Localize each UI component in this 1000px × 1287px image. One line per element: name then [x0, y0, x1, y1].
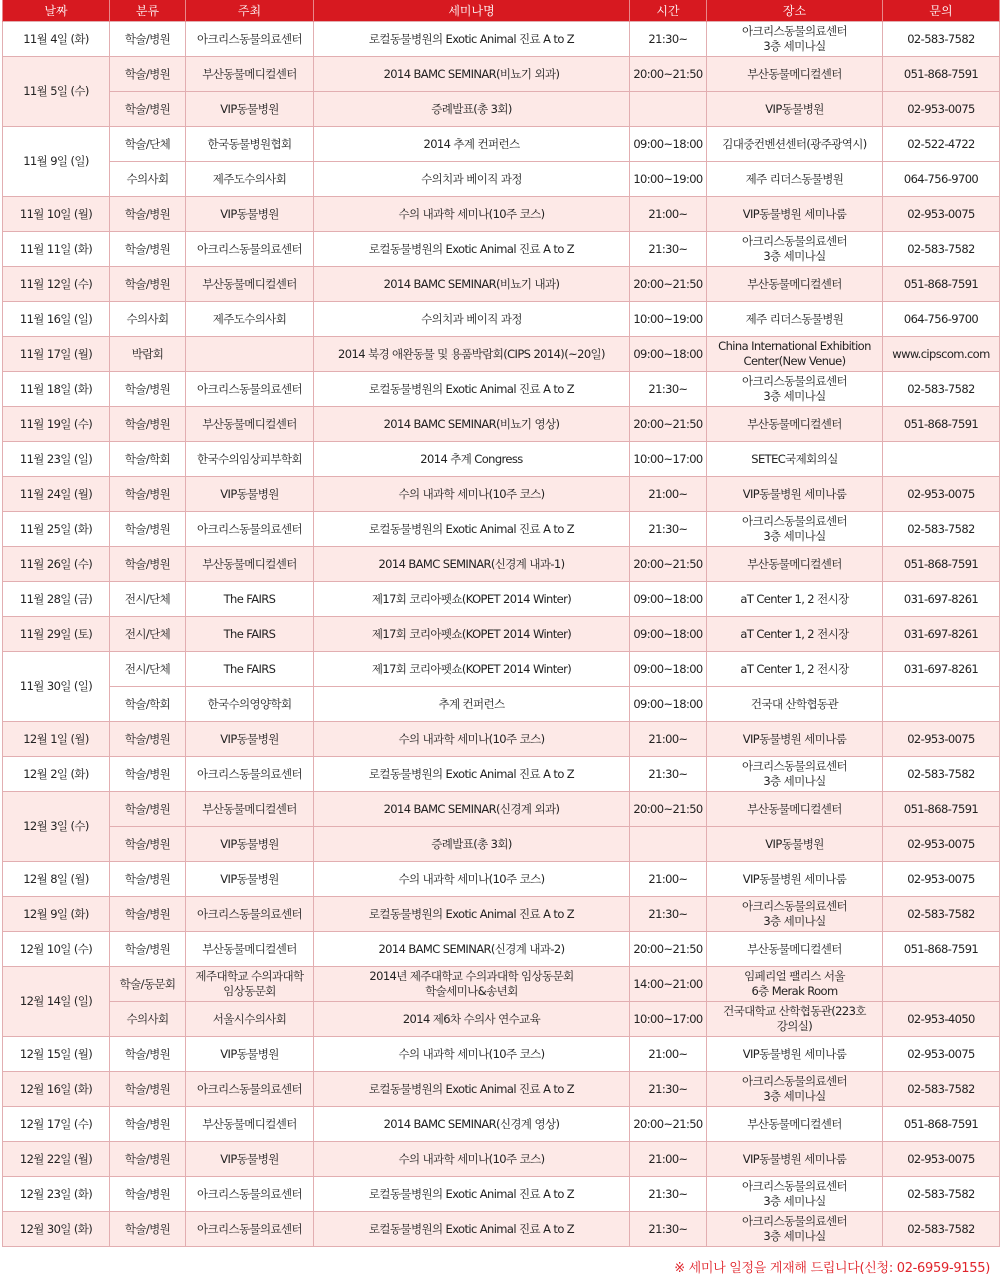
cell-time — [630, 827, 707, 862]
cell-contact: 051-868-7591 — [883, 547, 1000, 582]
cell-seminar: 수의치과 베이직 과정 — [314, 302, 630, 337]
cell-host: 아크리스동물의료센터 — [186, 22, 314, 57]
cell-category: 수의사회 — [110, 302, 186, 337]
header-seminar: 세미나명 — [314, 0, 630, 22]
table-header-row — [3, 0, 1000, 22]
cell-seminar: 2014년 제주대학교 수의과대학 임상동문회 학술세미나&송년회 — [314, 967, 630, 1002]
cell-venue: 김대중컨벤션센터(광주광역시) — [707, 127, 883, 162]
cell-seminar: 수의 내과학 세미나(10주 코스) — [314, 1037, 630, 1072]
cell-time: 20:00~21:50 — [630, 407, 707, 442]
cell-time: 21:30~ — [630, 372, 707, 407]
cell-host: The FAIRS — [186, 617, 314, 652]
cell-category: 전시/단체 — [110, 652, 186, 687]
cell-time: 09:00~18:00 — [630, 582, 707, 617]
header-time: 시간 — [630, 0, 707, 22]
cell-contact: 031-697-8261 — [883, 617, 1000, 652]
cell-venue: VIP동물병원 세미나룸 — [707, 197, 883, 232]
cell-date: 12월 2일 (화) — [3, 757, 110, 792]
cell-time: 10:00~17:00 — [630, 1002, 707, 1037]
cell-venue: VIP동물병원 세미나룸 — [707, 722, 883, 757]
table-row — [3, 617, 1000, 652]
cell-contact: 02-953-0075 — [883, 1142, 1000, 1177]
cell-host: 아크리스동물의료센터 — [186, 1072, 314, 1107]
cell-host: VIP동물병원 — [186, 827, 314, 862]
cell-time: 20:00~21:50 — [630, 932, 707, 967]
cell-venue: 부산동물메디컬센터 — [707, 932, 883, 967]
cell-contact: 02-583-7582 — [883, 512, 1000, 547]
cell-host: 한국수의영양학회 — [186, 687, 314, 722]
cell-contact: 02-583-7582 — [883, 1072, 1000, 1107]
cell-category: 학술/학회 — [110, 687, 186, 722]
cell-contact: 051-868-7591 — [883, 932, 1000, 967]
cell-category: 학술/병원 — [110, 827, 186, 862]
cell-time: 10:00~19:00 — [630, 162, 707, 197]
cell-host: 부산동물메디컬센터 — [186, 57, 314, 92]
cell-category: 전시/단체 — [110, 582, 186, 617]
cell-date: 11월 26일 (수) — [3, 547, 110, 582]
cell-seminar: 제17회 코리아펫쇼(KOPET 2014 Winter) — [314, 652, 630, 687]
cell-category: 학술/병원 — [110, 22, 186, 57]
cell-date: 12월 10일 (수) — [3, 932, 110, 967]
cell-venue: 아크리스동물의료센터 3층 세미나실 — [707, 1212, 883, 1247]
cell-category: 학술/병원 — [110, 197, 186, 232]
table-row — [3, 372, 1000, 407]
cell-time: 21:00~ — [630, 1142, 707, 1177]
cell-seminar: 수의 내과학 세미나(10주 코스) — [314, 1142, 630, 1177]
cell-date: 11월 9일 (일) — [3, 127, 110, 197]
cell-date: 12월 30일 (화) — [3, 1212, 110, 1247]
table-row — [3, 127, 1000, 162]
cell-contact: 051-868-7591 — [883, 792, 1000, 827]
cell-time: 21:00~ — [630, 722, 707, 757]
cell-category: 수의사회 — [110, 162, 186, 197]
cell-venue: VIP동물병원 — [707, 827, 883, 862]
cell-time: 21:30~ — [630, 232, 707, 267]
seminar-schedule-table — [2, 0, 1000, 1247]
table-row — [3, 477, 1000, 512]
cell-seminar: 증례발표(총 3회) — [314, 827, 630, 862]
cell-seminar: 로컬동물병원의 Exotic Animal 진료 A to Z — [314, 232, 630, 267]
header-date: 날짜 — [3, 0, 110, 22]
cell-time: 21:30~ — [630, 1177, 707, 1212]
cell-date: 11월 19일 (수) — [3, 407, 110, 442]
cell-category: 수의사회 — [110, 1002, 186, 1037]
cell-venue: VIP동물병원 — [707, 92, 883, 127]
cell-contact: 02-953-0075 — [883, 862, 1000, 897]
cell-seminar: 수의 내과학 세미나(10주 코스) — [314, 722, 630, 757]
cell-time: 21:00~ — [630, 862, 707, 897]
cell-venue: aT Center 1, 2 전시장 — [707, 582, 883, 617]
table-row — [3, 512, 1000, 547]
cell-category: 학술/병원 — [110, 1107, 186, 1142]
cell-venue: 부산동물메디컬센터 — [707, 1107, 883, 1142]
cell-time: 20:00~21:50 — [630, 792, 707, 827]
cell-time: 09:00~18:00 — [630, 127, 707, 162]
cell-contact: 02-953-0075 — [883, 722, 1000, 757]
cell-contact: 02-583-7582 — [883, 897, 1000, 932]
cell-venue: China International Exhibition Center(New Venue) — [707, 337, 883, 372]
cell-venue: VIP동물병원 세미나룸 — [707, 1142, 883, 1177]
cell-contact: 02-583-7582 — [883, 1212, 1000, 1247]
cell-host: 아크리스동물의료센터 — [186, 757, 314, 792]
cell-venue: 부산동물메디컬센터 — [707, 407, 883, 442]
cell-venue: 부산동물메디컬센터 — [707, 267, 883, 302]
cell-category: 학술/학회 — [110, 442, 186, 477]
table-row — [3, 1037, 1000, 1072]
cell-seminar: 증례발표(총 3회) — [314, 92, 630, 127]
cell-host: VIP동물병원 — [186, 477, 314, 512]
cell-category: 박람회 — [110, 337, 186, 372]
cell-date: 11월 11일 (화) — [3, 232, 110, 267]
cell-date: 11월 29일 (토) — [3, 617, 110, 652]
cell-host: 서울시수의사회 — [186, 1002, 314, 1037]
table-row — [3, 92, 1000, 127]
cell-venue: 아크리스동물의료센터 3층 세미나실 — [707, 1177, 883, 1212]
cell-host: 부산동물메디컬센터 — [186, 792, 314, 827]
cell-time: 21:30~ — [630, 757, 707, 792]
cell-contact: 02-953-0075 — [883, 197, 1000, 232]
cell-host: 부산동물메디컬센터 — [186, 407, 314, 442]
cell-seminar: 2014 BAMC SEMINAR(신경계 내과-1) — [314, 547, 630, 582]
table-row — [3, 687, 1000, 722]
cell-venue: 아크리스동물의료센터 3층 세미나실 — [707, 22, 883, 57]
cell-date: 12월 23일 (화) — [3, 1177, 110, 1212]
table-row — [3, 442, 1000, 477]
cell-host: VIP동물병원 — [186, 92, 314, 127]
cell-category: 학술/병원 — [110, 1037, 186, 1072]
cell-host — [186, 337, 314, 372]
cell-date: 12월 1일 (월) — [3, 722, 110, 757]
cell-venue: 부산동물메디컬센터 — [707, 792, 883, 827]
cell-host: 아크리스동물의료센터 — [186, 372, 314, 407]
cell-category: 전시/단체 — [110, 617, 186, 652]
table-row — [3, 1142, 1000, 1177]
table-row — [3, 547, 1000, 582]
cell-time: 21:00~ — [630, 197, 707, 232]
cell-category: 학술/병원 — [110, 722, 186, 757]
cell-time — [630, 92, 707, 127]
cell-time: 20:00~21:50 — [630, 547, 707, 582]
cell-time: 09:00~18:00 — [630, 337, 707, 372]
cell-host: 아크리스동물의료센터 — [186, 512, 314, 547]
table-row — [3, 57, 1000, 92]
cell-category: 학술/병원 — [110, 232, 186, 267]
cell-category: 학술/병원 — [110, 512, 186, 547]
cell-category: 학술/병원 — [110, 267, 186, 302]
cell-venue: 부산동물메디컬센터 — [707, 547, 883, 582]
cell-date: 11월 23일 (일) — [3, 442, 110, 477]
cell-seminar: 2014 북경 애완동물 및 용품박람회(CIPS 2014)(~20일) — [314, 337, 630, 372]
cell-seminar: 로컬동물병원의 Exotic Animal 진료 A to Z — [314, 1177, 630, 1212]
cell-seminar: 로컬동물병원의 Exotic Animal 진료 A to Z — [314, 512, 630, 547]
cell-seminar: 추계 컨퍼런스 — [314, 687, 630, 722]
cell-date: 12월 22일 (월) — [3, 1142, 110, 1177]
cell-date: 11월 18일 (화) — [3, 372, 110, 407]
cell-contact: 02-953-0075 — [883, 477, 1000, 512]
table-row — [3, 1177, 1000, 1212]
cell-time: 09:00~18:00 — [630, 687, 707, 722]
cell-category: 학술/병원 — [110, 407, 186, 442]
cell-time: 09:00~18:00 — [630, 617, 707, 652]
cell-date: 11월 16일 (일) — [3, 302, 110, 337]
cell-time: 20:00~21:50 — [630, 57, 707, 92]
cell-host: 부산동물메디컬센터 — [186, 547, 314, 582]
table-row — [3, 862, 1000, 897]
cell-time: 21:30~ — [630, 1072, 707, 1107]
cell-seminar: 2014 BAMC SEMINAR(신경계 영상) — [314, 1107, 630, 1142]
table-row — [3, 967, 1000, 1002]
cell-time: 10:00~19:00 — [630, 302, 707, 337]
cell-seminar: 수의 내과학 세미나(10주 코스) — [314, 862, 630, 897]
cell-category: 학술/병원 — [110, 1212, 186, 1247]
header-category: 분류 — [110, 0, 186, 22]
cell-seminar: 로컬동물병원의 Exotic Animal 진료 A to Z — [314, 1212, 630, 1247]
cell-seminar: 제17회 코리아펫쇼(KOPET 2014 Winter) — [314, 582, 630, 617]
cell-date: 11월 12일 (수) — [3, 267, 110, 302]
cell-venue: VIP동물병원 세미나룸 — [707, 862, 883, 897]
cell-contact: 051-868-7591 — [883, 1107, 1000, 1142]
cell-seminar: 로컬동물병원의 Exotic Animal 진료 A to Z — [314, 1072, 630, 1107]
cell-venue: 제주 리더스동물병원 — [707, 162, 883, 197]
cell-contact: 02-953-4050 — [883, 1002, 1000, 1037]
cell-category: 학술/병원 — [110, 862, 186, 897]
cell-venue: aT Center 1, 2 전시장 — [707, 617, 883, 652]
cell-contact: 02-583-7582 — [883, 757, 1000, 792]
cell-category: 학술/병원 — [110, 92, 186, 127]
cell-host: 한국동물병원협회 — [186, 127, 314, 162]
cell-seminar: 로컬동물병원의 Exotic Animal 진료 A to Z — [314, 372, 630, 407]
cell-date: 11월 17일 (월) — [3, 337, 110, 372]
table-row — [3, 722, 1000, 757]
table-row — [3, 197, 1000, 232]
cell-host: VIP동물병원 — [186, 1142, 314, 1177]
cell-seminar: 로컬동물병원의 Exotic Animal 진료 A to Z — [314, 757, 630, 792]
cell-host: 아크리스동물의료센터 — [186, 1212, 314, 1247]
table-row — [3, 232, 1000, 267]
cell-seminar: 제17회 코리아펫쇼(KOPET 2014 Winter) — [314, 617, 630, 652]
cell-category: 학술/병원 — [110, 372, 186, 407]
cell-date: 12월 17일 (수) — [3, 1107, 110, 1142]
cell-category: 학술/병원 — [110, 897, 186, 932]
cell-seminar: 2014 BAMC SEMINAR(비뇨기 영상) — [314, 407, 630, 442]
cell-host: VIP동물병원 — [186, 197, 314, 232]
cell-venue: 건국대 산학협동관 — [707, 687, 883, 722]
cell-contact: 02-583-7582 — [883, 372, 1000, 407]
cell-time: 20:00~21:50 — [630, 267, 707, 302]
cell-venue: SETEC국제회의실 — [707, 442, 883, 477]
cell-seminar: 2014 BAMC SEMINAR(비뇨기 외과) — [314, 57, 630, 92]
cell-venue: 아크리스동물의료센터 3층 세미나실 — [707, 897, 883, 932]
cell-time: 21:30~ — [630, 22, 707, 57]
cell-category: 학술/병원 — [110, 1072, 186, 1107]
cell-host: VIP동물병원 — [186, 722, 314, 757]
cell-category: 학술/병원 — [110, 57, 186, 92]
header-host: 주최 — [186, 0, 314, 22]
cell-venue: VIP동물병원 세미나룸 — [707, 1037, 883, 1072]
cell-contact: 02-953-0075 — [883, 1037, 1000, 1072]
cell-venue: 아크리스동물의료센터 3층 세미나실 — [707, 757, 883, 792]
cell-seminar: 2014 BAMC SEMINAR(비뇨기 내과) — [314, 267, 630, 302]
cell-category: 학술/동문회 — [110, 967, 186, 1002]
table-row — [3, 652, 1000, 687]
cell-date: 12월 8일 (월) — [3, 862, 110, 897]
cell-contact — [883, 967, 1000, 1002]
table-row — [3, 1107, 1000, 1142]
cell-host: 부산동물메디컬센터 — [186, 1107, 314, 1142]
cell-date: 11월 24일 (월) — [3, 477, 110, 512]
cell-time: 21:00~ — [630, 1037, 707, 1072]
cell-venue: 아크리스동물의료센터 3층 세미나실 — [707, 1072, 883, 1107]
cell-time: 21:00~ — [630, 477, 707, 512]
table-row — [3, 827, 1000, 862]
cell-contact — [883, 687, 1000, 722]
cell-venue: VIP동물병원 세미나룸 — [707, 477, 883, 512]
cell-date: 11월 25일 (화) — [3, 512, 110, 547]
cell-contact: 031-697-8261 — [883, 652, 1000, 687]
cell-venue: 제주 리더스동물병원 — [707, 302, 883, 337]
cell-category: 학술/병원 — [110, 757, 186, 792]
cell-seminar: 2014 추계 Congress — [314, 442, 630, 477]
cell-host: 아크리스동물의료센터 — [186, 1177, 314, 1212]
table-row — [3, 1212, 1000, 1247]
cell-time: 14:00~21:00 — [630, 967, 707, 1002]
cell-time: 21:30~ — [630, 1212, 707, 1247]
cell-date: 12월 14일 (일) — [3, 967, 110, 1037]
cell-contact: 02-583-7582 — [883, 22, 1000, 57]
cell-date: 11월 28일 (금) — [3, 582, 110, 617]
cell-contact: www.cipscom.com — [883, 337, 1000, 372]
cell-category: 학술/병원 — [110, 477, 186, 512]
cell-venue: 임페리얼 팰리스 서울 6층 Merak Room — [707, 967, 883, 1002]
cell-date: 12월 9일 (화) — [3, 897, 110, 932]
cell-date: 11월 4일 (화) — [3, 22, 110, 57]
cell-contact: 02-583-7582 — [883, 232, 1000, 267]
cell-host: 아크리스동물의료센터 — [186, 232, 314, 267]
table-row — [3, 407, 1000, 442]
cell-date: 11월 10일 (월) — [3, 197, 110, 232]
cell-venue: 부산동물메디컬센터 — [707, 57, 883, 92]
cell-contact: 051-868-7591 — [883, 407, 1000, 442]
cell-contact: 051-868-7591 — [883, 57, 1000, 92]
cell-category: 학술/병원 — [110, 1142, 186, 1177]
cell-host: VIP동물병원 — [186, 1037, 314, 1072]
cell-host: 제주도수의사회 — [186, 162, 314, 197]
cell-contact: 02-953-0075 — [883, 92, 1000, 127]
cell-seminar: 로컬동물병원의 Exotic Animal 진료 A to Z — [314, 897, 630, 932]
cell-venue: 아크리스동물의료센터 3층 세미나실 — [707, 372, 883, 407]
cell-contact: 02-953-0075 — [883, 827, 1000, 862]
table-row — [3, 1072, 1000, 1107]
cell-host: 한국수의임상피부학회 — [186, 442, 314, 477]
cell-contact — [883, 442, 1000, 477]
cell-contact: 064-756-9700 — [883, 302, 1000, 337]
cell-host: VIP동물병원 — [186, 862, 314, 897]
cell-time: 21:30~ — [630, 897, 707, 932]
cell-host: 제주도수의사회 — [186, 302, 314, 337]
cell-seminar: 로컬동물병원의 Exotic Animal 진료 A to Z — [314, 22, 630, 57]
cell-host: The FAIRS — [186, 582, 314, 617]
header-venue: 장소 — [707, 0, 883, 22]
footnote: ※ 세미나 일정을 게재해 드립니다(신청: 02-6959-9155) — [674, 1261, 990, 1276]
table-row — [3, 897, 1000, 932]
cell-date: 11월 30일 (일) — [3, 652, 110, 722]
table-row — [3, 162, 1000, 197]
cell-contact: 051-868-7591 — [883, 267, 1000, 302]
cell-seminar: 수의치과 베이직 과정 — [314, 162, 630, 197]
cell-category: 학술/병원 — [110, 792, 186, 827]
table-body — [3, 22, 1000, 1247]
cell-date: 12월 16일 (화) — [3, 1072, 110, 1107]
table-row — [3, 932, 1000, 967]
cell-category: 학술/단체 — [110, 127, 186, 162]
cell-category: 학술/병원 — [110, 1177, 186, 1212]
cell-date: 11월 5일 (수) — [3, 57, 110, 127]
cell-contact: 031-697-8261 — [883, 582, 1000, 617]
cell-seminar: 2014 BAMC SEMINAR(신경계 외과) — [314, 792, 630, 827]
cell-category: 학술/병원 — [110, 547, 186, 582]
cell-host: 부산동물메디컬센터 — [186, 267, 314, 302]
cell-venue: 아크리스동물의료센터 3층 세미나실 — [707, 512, 883, 547]
cell-seminar: 2014 추계 컨퍼런스 — [314, 127, 630, 162]
cell-host: 부산동물메디컬센터 — [186, 932, 314, 967]
table-row — [3, 582, 1000, 617]
cell-date: 12월 3일 (수) — [3, 792, 110, 862]
cell-contact: 02-583-7582 — [883, 1177, 1000, 1212]
cell-date: 12월 15일 (월) — [3, 1037, 110, 1072]
cell-seminar: 2014 BAMC SEMINAR(신경계 내과-2) — [314, 932, 630, 967]
cell-time: 21:30~ — [630, 512, 707, 547]
table-row — [3, 1002, 1000, 1037]
table-row — [3, 302, 1000, 337]
cell-category: 학술/병원 — [110, 932, 186, 967]
cell-host: 제주대학교 수의과대학 임상동문회 — [186, 967, 314, 1002]
cell-time: 20:00~21:50 — [630, 1107, 707, 1142]
cell-host: 아크리스동물의료센터 — [186, 897, 314, 932]
table-row — [3, 792, 1000, 827]
cell-venue: 아크리스동물의료센터 3층 세미나실 — [707, 232, 883, 267]
cell-time: 10:00~17:00 — [630, 442, 707, 477]
cell-seminar: 수의 내과학 세미나(10주 코스) — [314, 197, 630, 232]
cell-host: The FAIRS — [186, 652, 314, 687]
cell-seminar: 수의 내과학 세미나(10주 코스) — [314, 477, 630, 512]
cell-time: 09:00~18:00 — [630, 652, 707, 687]
cell-seminar: 2014 제6차 수의사 연수교육 — [314, 1002, 630, 1037]
cell-venue: 건국대학교 산학협동관(223호 강의실) — [707, 1002, 883, 1037]
cell-contact: 064-756-9700 — [883, 162, 1000, 197]
header-contact: 문의 — [883, 0, 1000, 22]
table-row — [3, 267, 1000, 302]
table-row — [3, 337, 1000, 372]
table-row — [3, 757, 1000, 792]
cell-venue: aT Center 1, 2 전시장 — [707, 652, 883, 687]
table-row — [3, 22, 1000, 57]
cell-contact: 02-522-4722 — [883, 127, 1000, 162]
